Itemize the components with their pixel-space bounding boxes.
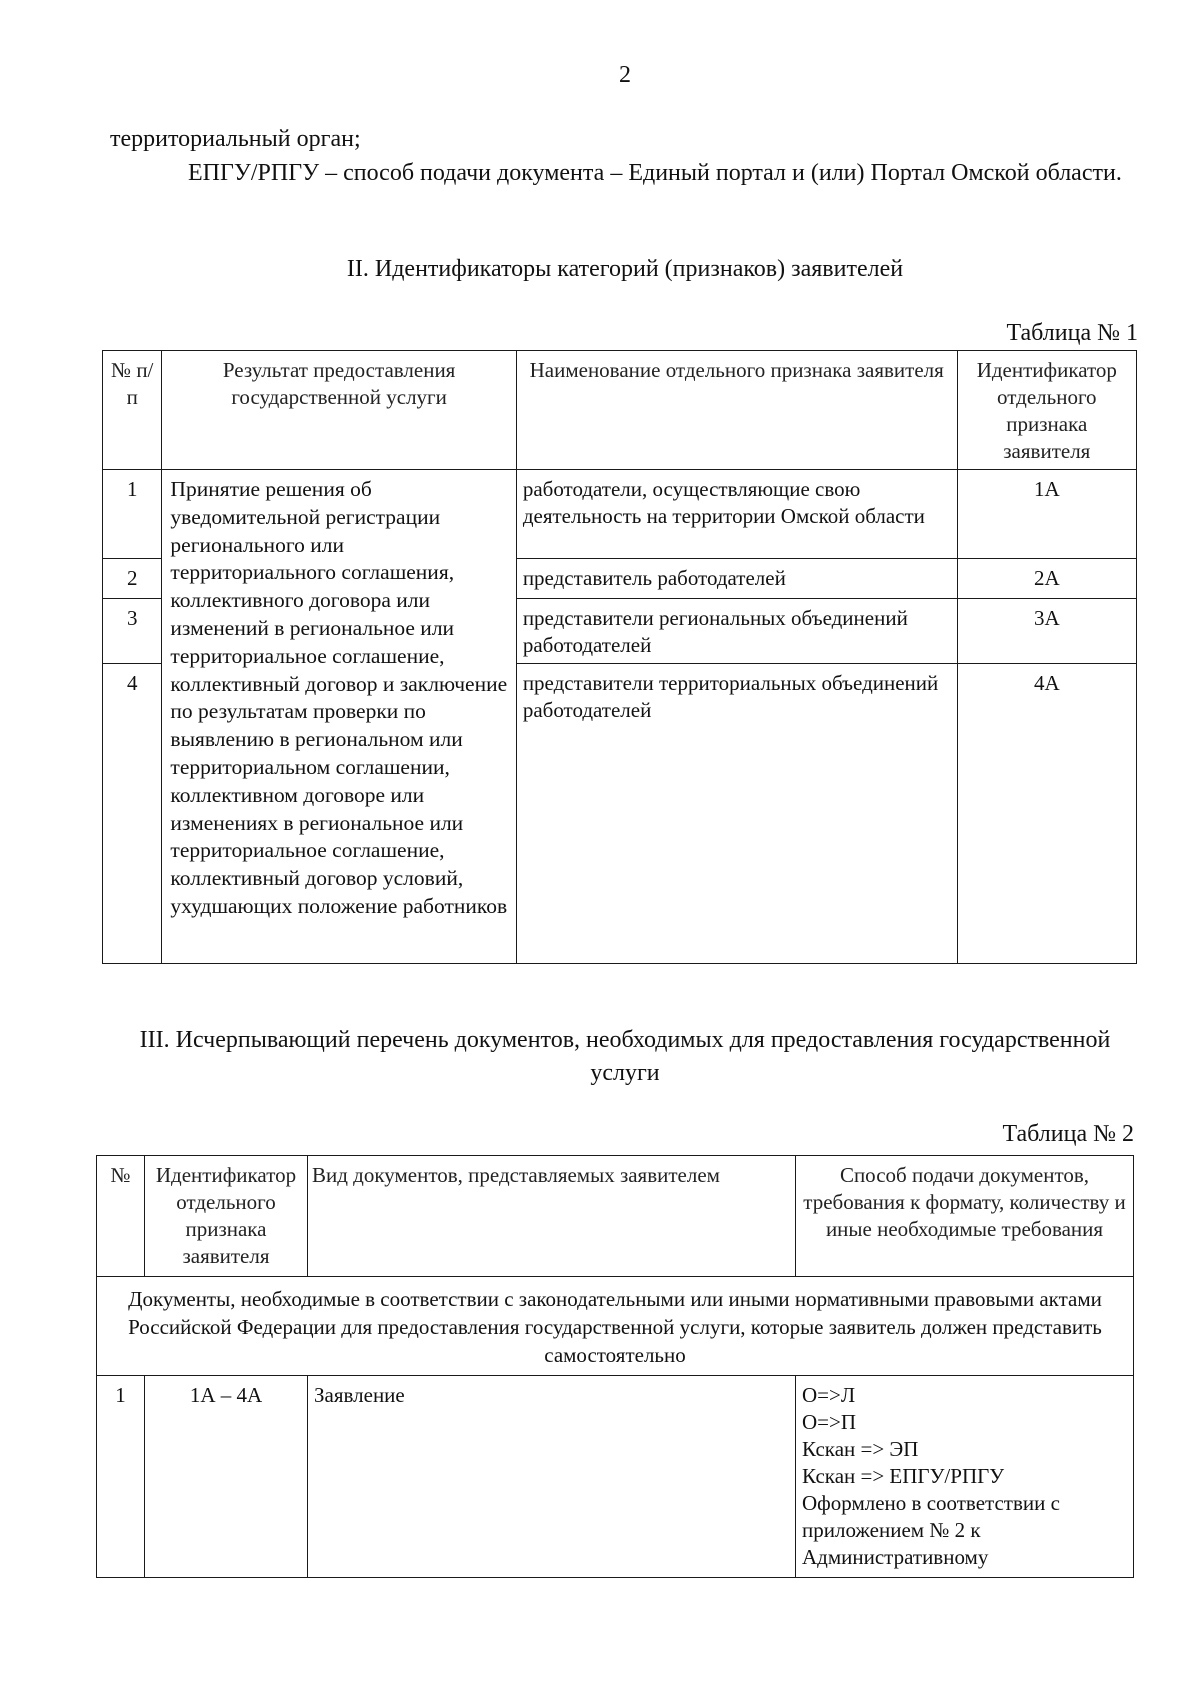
section-row-text: Документы, необходимые в соответствии с законодательными или иными нормативными правовыми актами Российской Федерации для предоставления государственной услуги, которые заявитель должен представить самостоятельно	[97, 1277, 1134, 1376]
row-num: 3	[103, 599, 162, 664]
row-num: 1	[103, 470, 162, 559]
row-num: 4	[103, 664, 162, 964]
header-result: Результат предоставления государственной услуги	[162, 351, 516, 470]
header-doc-kind: Вид документов, представляемых заявителем	[308, 1156, 796, 1277]
row-num: 2	[103, 559, 162, 599]
header-num: №	[97, 1156, 145, 1277]
method-line: Оформлено в соответствии с приложением № 2 к Административному	[802, 1491, 1060, 1569]
header-identifier: Идентификатор отдельного признака заявителя	[957, 351, 1136, 470]
method-line: О=>П	[802, 1410, 857, 1434]
header-attribute: Наименование отдельного признака заявителя	[516, 351, 957, 470]
applicant-categories-table	[102, 350, 1137, 964]
header-method: Способ подачи документов, требования к формату, количеству и иные необходимые требования	[796, 1156, 1134, 1277]
table-2-header-row	[97, 1156, 1134, 1277]
table-1-header-row	[103, 351, 1137, 470]
row-num: 1	[97, 1376, 145, 1578]
identifier-cell: 3А	[957, 599, 1136, 664]
intro-paragraph	[110, 122, 1140, 190]
method-line: Кскан => ЭП	[802, 1437, 919, 1461]
table-row	[97, 1376, 1134, 1578]
table-1-caption: Таблица № 1	[1006, 320, 1138, 346]
method-line: Кскан => ЕПГУ/РПГУ	[802, 1464, 1005, 1488]
attribute-cell: представитель работодателей	[516, 559, 957, 599]
header-num: № п/п	[103, 351, 162, 470]
section-row	[97, 1277, 1134, 1376]
method-line: О=>Л	[802, 1383, 856, 1407]
doc-kind-cell: Заявление	[308, 1376, 796, 1578]
table-2-caption: Таблица № 2	[1002, 1121, 1134, 1147]
identifier-cell: 1А – 4А	[145, 1376, 308, 1578]
attribute-cell: представители региональных объединений работодателей	[516, 599, 957, 664]
service-result-cell: Принятие решения об уведомительной регистрации регионального или территориального соглашения, коллективного договора или изменений в региональное или территориальное соглашение, коллективный договор и заключение по результатам проверки по выявлению в региональном или территориальном соглашении, коллективном договоре или изменениях в региональное или территориальное соглашение, коллективный договор условий, ухудшающих положение работников	[162, 470, 516, 964]
attribute-cell: работодатели, осуществляющие свою деятельность на территории Омской области	[516, 470, 957, 559]
intro-line-2: ЕПГУ/РПГУ – способ подачи документа – Единый портал и (или) Портал Омской области.	[188, 160, 1122, 186]
required-documents-table	[96, 1155, 1134, 1578]
identifier-cell: 4А	[957, 664, 1136, 964]
page-number: 2	[619, 62, 631, 88]
identifier-cell: 2А	[957, 559, 1136, 599]
section-3-heading: III. Исчерпывающий перечень документов, необходимых для предоставления государственной услуги	[139, 1027, 1111, 1086]
attribute-cell: представители территориальных объединений работодателей	[516, 664, 957, 964]
section-2-heading: II. Идентификаторы категорий (признаков) заявителей	[346, 256, 904, 282]
method-cell	[796, 1376, 1134, 1578]
intro-line-1: территориальный орган;	[110, 126, 361, 152]
identifier-cell: 1А	[957, 470, 1136, 559]
table-row	[103, 470, 1137, 559]
header-identifier: Идентификатор отдельного признака заявителя	[145, 1156, 308, 1277]
